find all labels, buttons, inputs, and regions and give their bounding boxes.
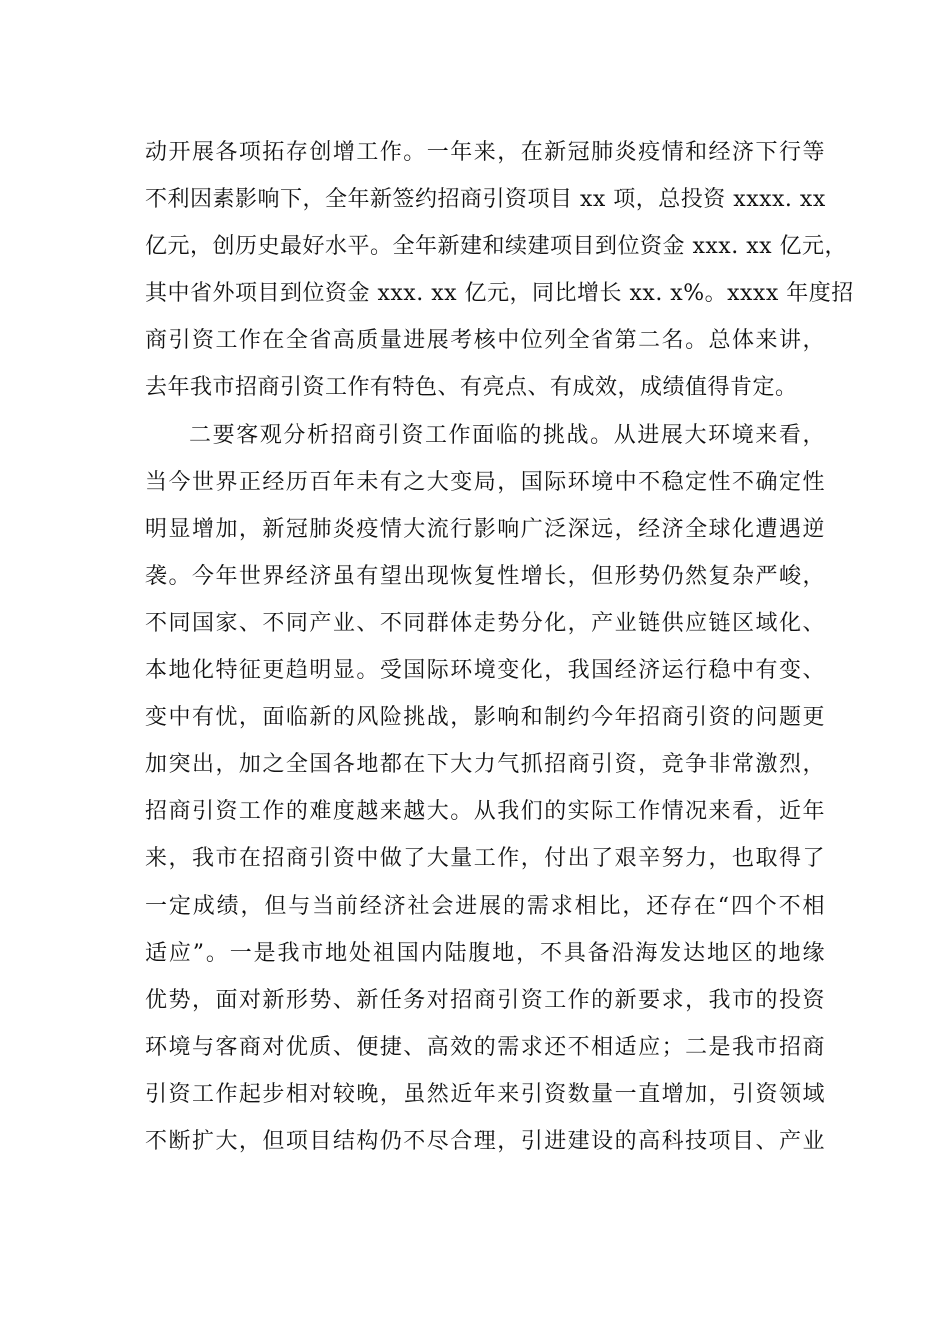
text-line: 不断扩大，但项目结构仍不尽合理，引进建设的高科技项目、产业 bbox=[145, 1128, 825, 1154]
text-line: 适应”。一是我市地处祖国内陆腹地，不具备沿海发达地区的地缘 bbox=[145, 940, 825, 966]
text-line: 当今世界正经历百年未有之大变局，国际环境中不稳定性不确定性 bbox=[145, 469, 825, 495]
text-line: 不利因素影响下，全年新签约招商引资项目 xx 项，总投资 xxxx. xx bbox=[145, 187, 826, 213]
text-line: 环境与客商对优质、便捷、高效的需求还不相适应；二是我市招商 bbox=[145, 1034, 825, 1060]
text-line: 明显增加，新冠肺炎疫情大流行影响广泛深远，经济全球化遭遇逆 bbox=[145, 516, 825, 542]
text-line: 招商引资工作的难度越来越大。从我们的实际工作情况来看，近年 bbox=[145, 799, 825, 825]
text-line: 优势，面对新形势、新任务对招商引资工作的新要求，我市的投资 bbox=[145, 987, 825, 1013]
text-line: 其中省外项目到位资金 xxx. xx 亿元，同比增长 xx. x%。xxxx 年度招 bbox=[145, 281, 854, 307]
text-line: 引资工作起步相对较晚，虽然近年来引资数量一直增加，引资领域 bbox=[145, 1081, 825, 1107]
text-line: 不同国家、不同产业、不同群体走势分化，产业链供应链区域化、 bbox=[145, 610, 825, 636]
text-line: 动开展各项拓存创增工作。一年来，在新冠肺炎疫情和经济下行等 bbox=[145, 140, 825, 165]
document-body bbox=[145, 133, 854, 1169]
text-line: 变中有忧，面临新的风险挑战，影响和制约今年招商引资的问题更 bbox=[145, 705, 825, 731]
text-line: 加突出，加之全国各地都在下大力气抓招商引资，竞争非常激烈， bbox=[145, 752, 825, 778]
paragraph-end-line: 去年我市招商引资工作有特色、有亮点、有成效，成绩值得肯定。 bbox=[145, 375, 798, 401]
text-line: 亿元，创历史最好水平。全年新建和续建项目到位资金 xxx. xx 亿元， bbox=[145, 234, 848, 260]
text-line: 本地化特征更趋明显。受国际环境变化，我国经济运行稳中有变、 bbox=[145, 658, 825, 684]
paragraph-start-line: 二要客观分析招商引资工作面临的挑战。从进展大环境来看， bbox=[189, 422, 825, 448]
text-line: 来，我市在招商引资中做了大量工作，付出了艰辛努力，也取得了 bbox=[145, 846, 825, 872]
text-line: 袭。今年世界经济虽有望出现恢复性增长，但形势仍然复杂严峻， bbox=[145, 563, 825, 589]
text-line: 商引资工作在全省高质量进展考核中位列全省第二名。总体来讲， bbox=[145, 328, 825, 354]
text-line: 一定成绩，但与当前经济社会进展的需求相比，还存在“四个不相 bbox=[145, 893, 825, 919]
